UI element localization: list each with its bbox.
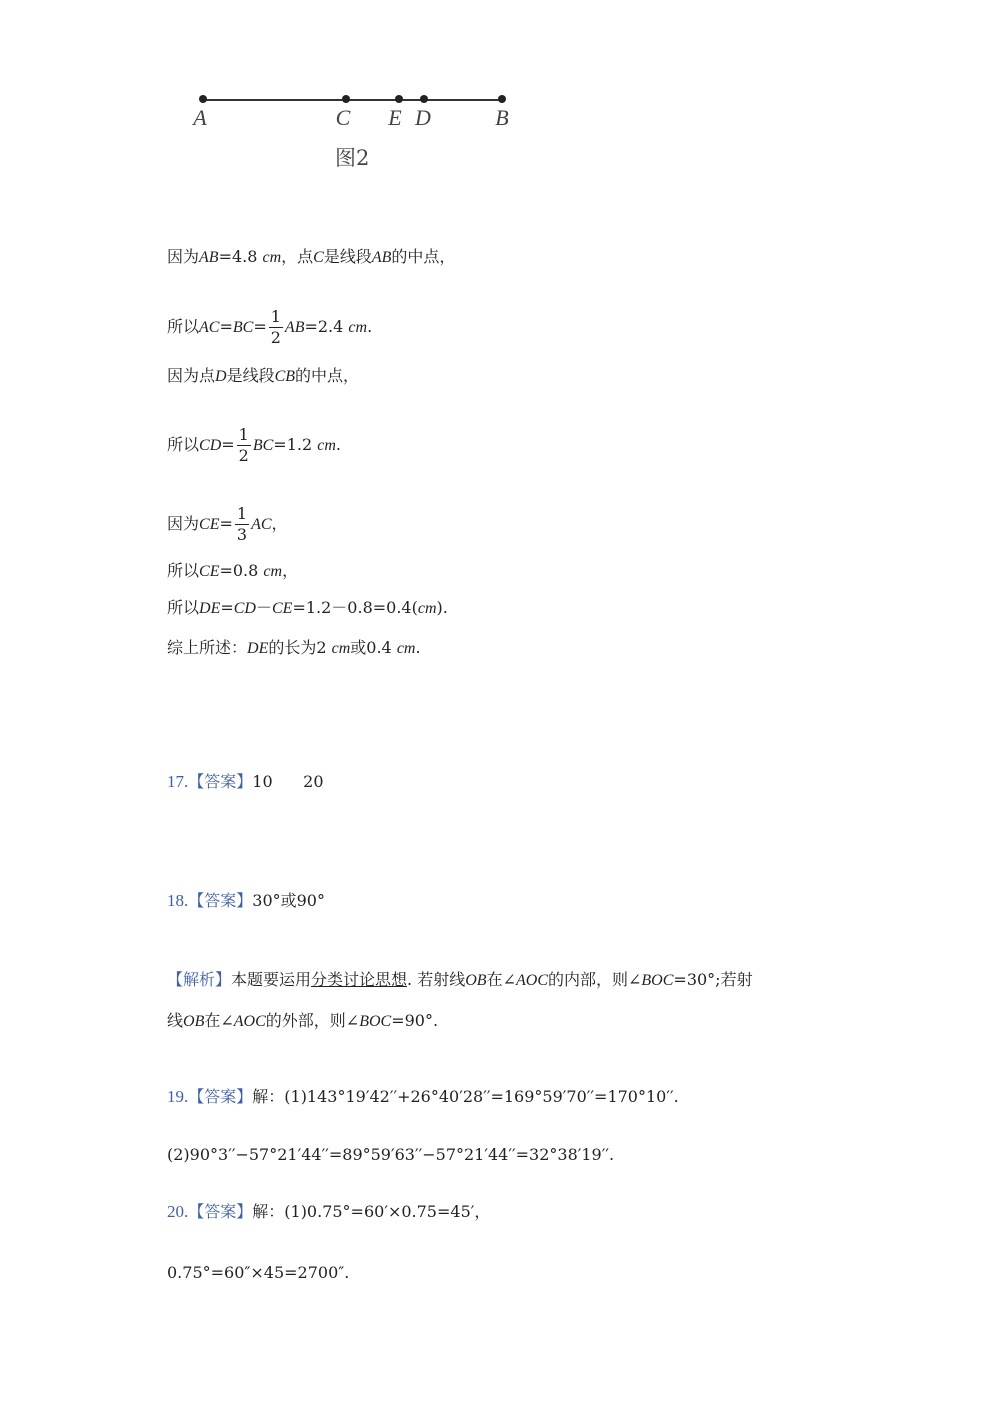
- solution-line-8: 综上所述：DE的长为2 cm或0.4 cm.: [167, 638, 421, 657]
- solution-line-2: 所以AC=BC= $\frac{1}{2}$ AB=2.4 cm.: [167, 307, 373, 347]
- fraction-third: $\frac{1}{3}$: [236, 504, 248, 544]
- label-b: B: [495, 105, 509, 130]
- solution-line-5: 因为CE= $\frac{1}{3}$ AC，: [167, 504, 288, 544]
- answer-tag: 【答案】: [188, 1202, 253, 1221]
- question-number: 18.: [167, 891, 189, 910]
- question-17-answer: 17.【答案】10 20: [167, 772, 324, 791]
- figure-caption: 图2: [335, 146, 370, 170]
- question-19-answer-line-2: (2)90°3′′−57°21′44′′=89°59′63′′−57°21′44′′=32°38′19′′.: [167, 1145, 615, 1164]
- label-a: A: [193, 105, 207, 130]
- solution-line-3: 因为点D是线段CB的中点，: [167, 366, 360, 385]
- question-number: 20.: [167, 1202, 189, 1221]
- answer-tag: 【答案】: [188, 891, 253, 910]
- analysis-tag: 【解析】: [167, 970, 232, 989]
- solution-line-6: 所以CE=0.8 cm，: [167, 561, 299, 580]
- concept-link: 分类讨论思想: [311, 970, 408, 989]
- answer-tag: 【答案】: [188, 772, 253, 791]
- point-e: [395, 95, 403, 103]
- question-number: 17.: [167, 772, 189, 791]
- question-18-analysis-line-2: 线OB在∠AOC的外部，则∠BOC=90°.: [167, 1011, 439, 1030]
- point-b: [498, 95, 506, 103]
- line-segment-figure: [180, 85, 540, 180]
- solution-line-1: 因为AB=4.8 cm，点C是线段AB的中点，: [167, 247, 456, 266]
- point-d: [420, 95, 428, 103]
- question-20-answer-line-2: 0.75°=60″×45=2700″.: [167, 1263, 350, 1282]
- question-18-answer: 18.【答案】30°或90°: [167, 891, 325, 910]
- question-19-answer-line-1: 19.【答案】解：(1)143°19′42′′+26°40′28′′=169°59′70′′=170°10′′.: [167, 1087, 679, 1106]
- point-c: [342, 95, 350, 103]
- label-d: D: [415, 105, 431, 130]
- solution-line-4: 所以CD= $\frac{1}{2}$ BC=1.2 cm.: [167, 425, 341, 465]
- label-c: C: [335, 105, 351, 130]
- segment-ab: [202, 99, 505, 101]
- point-a: [199, 95, 207, 103]
- answer-tag: 【答案】: [188, 1087, 253, 1106]
- question-18-analysis-line-1: 【解析】本题要运用分类讨论思想. 若射线OB在∠AOC的内部，则∠BOC=30°;若射: [167, 970, 753, 989]
- fraction-half: $\frac{1}{2}$: [270, 307, 281, 347]
- fraction-half: $\frac{1}{2}$: [238, 425, 249, 465]
- label-e: E: [388, 105, 402, 130]
- question-number: 19.: [167, 1087, 189, 1106]
- question-20-answer-line-1: 20.【答案】解：(1)0.75°=60′×0.75=45′，: [167, 1202, 491, 1221]
- solution-line-7: 所以DE=CD－CE=1.2－0.8=0.4(cm).: [167, 598, 448, 617]
